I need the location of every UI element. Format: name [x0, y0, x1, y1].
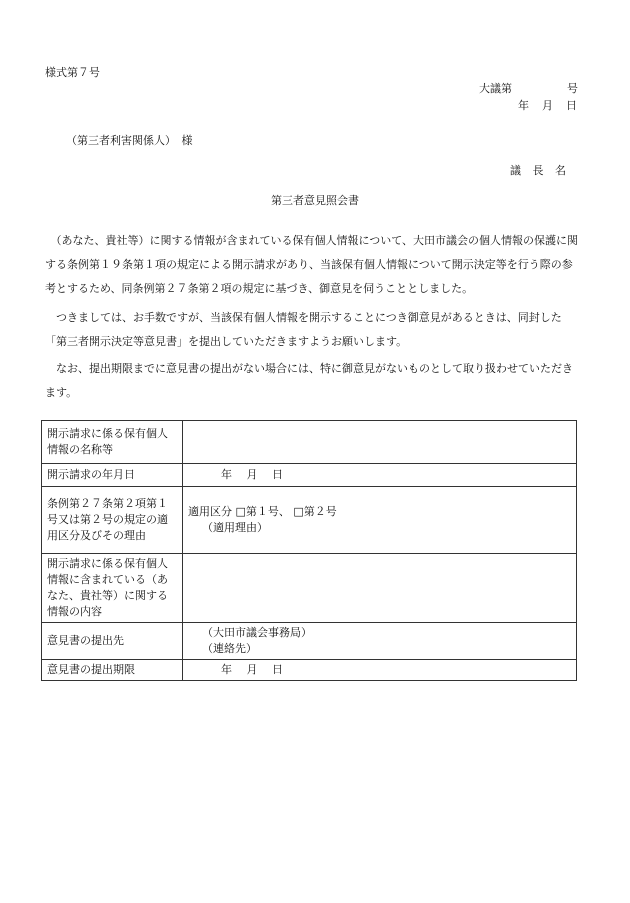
table-row — [42, 623, 577, 660]
row-value-classification[interactable] — [183, 487, 577, 554]
classification-options[interactable]: 適用区分 □第１号、 □第２号 — [188, 505, 337, 518]
body-paragraph-1: （あなた、貴社等）に関する情報が含まれている保有個人情報について、大田市議会の個人情報の保護に関する条例第１９条第１項の規定による開示請求があり、当該保有個人情報について開示決定等を行う際の参考とするため、同条例第２７条第２項の規定に基づき、御意見を伺うこととしました。 — [45, 234, 579, 295]
row-label-request-date: 開示請求の年月日 — [42, 464, 183, 487]
row-value-request-date[interactable]: 年 月 日 — [183, 464, 577, 487]
row-value-submit-to — [183, 623, 577, 660]
row-label-document-name: 開示請求に係る保有個人情報の名称等 — [42, 421, 183, 464]
row-value-deadline[interactable]: 年 月 日 — [183, 660, 577, 681]
submit-to-office: （大田市議会事務局） — [202, 626, 312, 639]
document-number: 大議第 号 — [479, 82, 578, 95]
body-paragraph-3: なお、提出期限までに意見書の提出がない場合には、特に御意見がないものとして取り扱わせていただきます。 — [45, 362, 573, 399]
sender-name: 議 長 名 — [510, 164, 570, 177]
row-label-deadline: 意見書の提出期限 — [42, 660, 183, 681]
document-title: 第三者意見照会書 — [271, 194, 359, 207]
table-row — [42, 487, 577, 554]
table-row — [42, 660, 577, 681]
info-table — [41, 420, 577, 681]
row-value-document-name[interactable] — [183, 421, 577, 464]
row-value-info-content[interactable] — [183, 554, 577, 623]
form-number: 様式第７号 — [45, 66, 100, 79]
classification-reason: （適用理由） — [202, 521, 268, 534]
row-label-submit-to: 意見書の提出先 — [42, 623, 183, 660]
body-paragraph-2: つきましては、お手数ですが、当該保有個人情報を開示することにつき御意見があるときは、同封した「第三者開示決定等意見書」を提出していただきますようお願いします。 — [45, 311, 562, 348]
table-row — [42, 421, 577, 464]
submit-to-contact: （連絡先） — [202, 642, 257, 655]
addressee: （第三者利害関係人） 様 — [66, 134, 193, 147]
table-row — [42, 464, 577, 487]
table-row — [42, 554, 577, 623]
document-date: 年 月 日 — [518, 99, 578, 112]
row-label-classification: 条例第２７条第２項第１号又は第２号の規定の適用区分及びその理由 — [42, 487, 183, 554]
row-label-info-content: 開示請求に係る保有個人情報に含まれている（あなた、貴社等）に関する情報の内容 — [42, 554, 183, 623]
